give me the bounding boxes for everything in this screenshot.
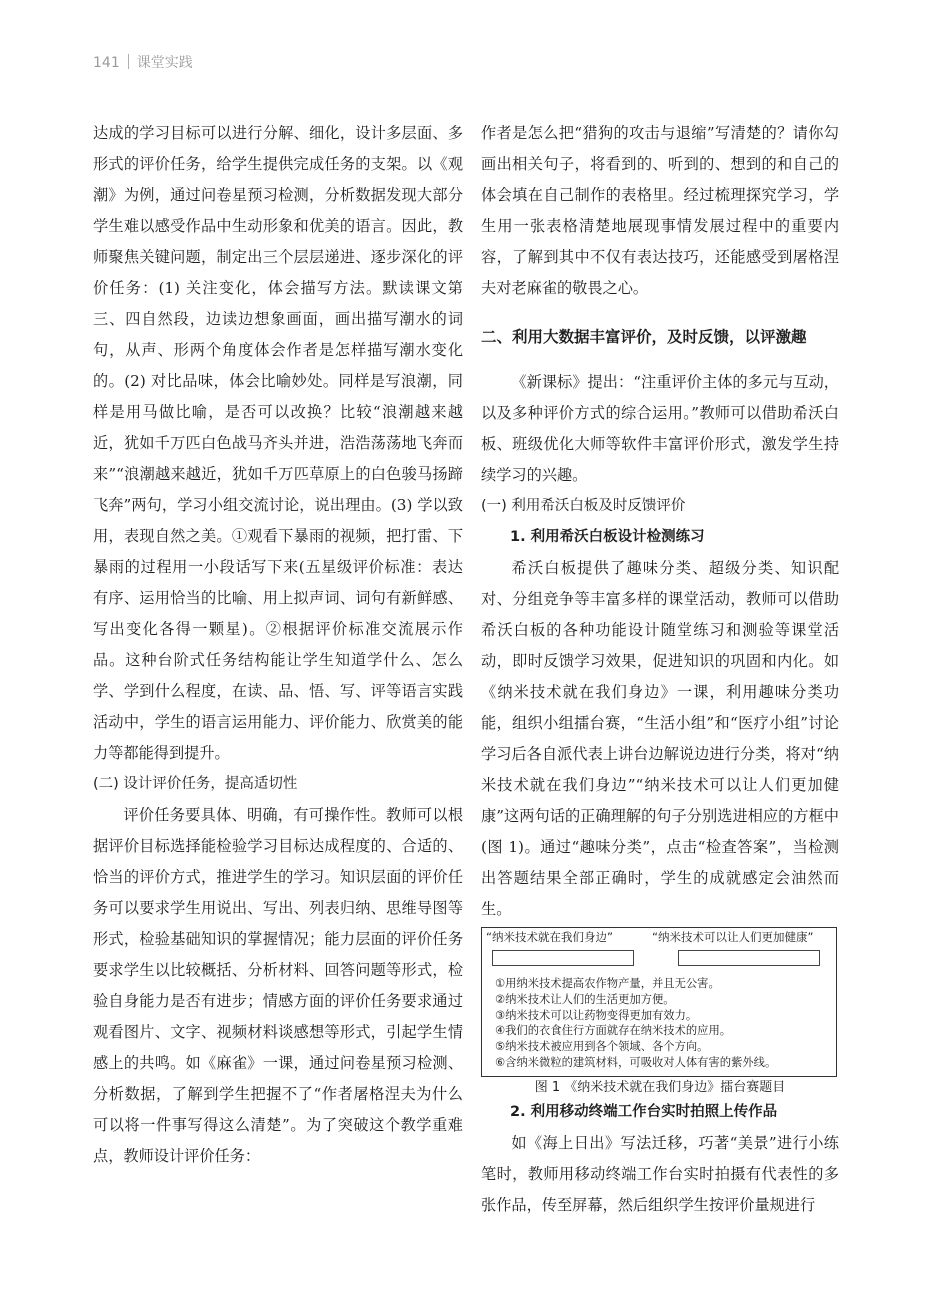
subsubsection-heading-2: 2. 利用移动终端工作台实时拍照上传作品	[510, 1104, 778, 1120]
answer-box-left[interactable]	[492, 950, 634, 966]
figure-item: ④我们的衣食住行方面就存在纳米技术的应用。	[495, 1024, 732, 1038]
left-column	[93, 118, 463, 1172]
left-subheading: (二) 设计评价任务，提高适切性	[93, 776, 298, 792]
subsubsection-heading-1: 1. 利用希沃白板设计检测练习	[510, 529, 705, 545]
figure-item: ③纳米技术可以让药物变得更加有效力。	[495, 1008, 698, 1022]
figure-1	[481, 927, 837, 1077]
section-heading: 二、利用大数据丰富评价，及时反馈，以评激趣	[481, 328, 807, 346]
figure-label-right: “纳米技术可以让人们更加健康”	[652, 930, 814, 944]
left-paragraph-1: 达成的学习目标可以进行分解、细化，设计多层面、多形式的评价任务，给学生提供完成任务的支架。以《观潮》为例，通过问卷星预习检测，分析数据发现大部分学生难以感受作品中生动形象和优美的语言。因此，教师聚焦关键问题，制定出三个层层递进、逐步深化的评价任务：(1) 关注变化，体会描写方法。默读课文第三、四自然段，边读边想象画面，画出描写潮水的词句，从声、形两个角度体会作者是怎样描写潮水变化的。(2) 对比品味，体会比喻妙处。同样是写浪潮，同样是用马做比喻，是否可以改换？比较“浪潮越来越近，犹如千万匹白色战马齐头并进，浩浩荡荡地飞奔而来”“浪潮越来越近，犹如千万匹草原上的白色骏马扬蹄飞奔”两句，学习小组交流讨论，说出理由。(3) 学以致用，表现自然之美。①观看下暴雨的视频，把打雷、下暴雨的过程用一小段话写下来(五星级评价标准：表达有序、运用恰当的比喻、用上拟声词、词句有新鲜感、写出变化各得一颗星)。②根据评价标准交流展示作品。这种台阶式任务结构能让学生知道学什么、怎么学、学到什么程度，在读、品、悟、写、评等语言实践活动中，学生的语言运用能力、评价能力、欣赏美的能力等都能得到提升。	[93, 124, 463, 762]
figure-caption: 图 1 《纳米技术就在我们身边》擂台赛题目	[534, 1080, 786, 1095]
figure-item: ①用纳米技术提高农作物产量，并且无公害。	[495, 977, 720, 990]
running-header	[93, 52, 193, 72]
right-paragraph-3: 希沃白板提供了趣味分类、超级分类、知识配对、分组竞争等丰富多样的课堂活动，教师可以借助希沃白板的各种功能设计随堂练习和测验等课堂活动，即时反馈学习效果，促进知识的巩固和内化。如《纳米技术就在我们身边》一课，利用趣味分类功能，组织小组擂台赛，“生活小组”和“医疗小组”讨论学习后各自派代表上讲台边解说边进行分类，将对“纳米技术就在我们身边”“纳米技术可以让人们更加健康”这两句话的正确理解的句子分别选进相应的方框中(图 1)。通过“趣味分类”，点击“检查答案”，当检测出答题结果全部正确时，学生的成就感定会油然而生。	[481, 559, 839, 918]
right-column	[481, 118, 839, 1221]
figure-item-list	[495, 976, 776, 1071]
right-paragraph-2: 《新课标》提出：“注重评价主体的多元与互动，以及多种评价方式的综合运用。”教师可以借助希沃白板、班级优化大师等软件丰富评价形式，激发学生持续学习的兴趣。	[481, 373, 839, 484]
right-paragraph-4: 如《海上日出》写法迁移，巧著“美景”进行小练笔时，教师用移动终端工作台实时拍摄有代表性的多张作品，传至屏幕，然后组织学生按评价量规进行	[481, 1134, 839, 1214]
page-number: 141	[93, 55, 120, 71]
header-divider	[128, 54, 129, 69]
left-paragraph-2: 评价任务要具体、明确，有可操作性。教师可以根据评价目标选择能检验学习目标达成程度的、合适的、恰当的评价方式，推进学生的学习。知识层面的评价任务可以要求学生用说出、写出、列表归纳、思维导图等形式，检验基础知识的掌握情况；能力层面的评价任务要求学生以比较概括、分析材料、回答问题等形式，检验自身能力是否有进步；情感方面的评价任务要求通过观看图片、文字、视频材料谈感想等形式，引起学生情感上的共鸣。如《麻雀》一课，通过问卷星预习检测、分析数据，了解到学生把握不了“作者屠格涅夫为什么可以将一件事写得这么清楚”。为了突破这个教学重难点，教师设计评价任务：	[93, 806, 463, 1165]
section-title: 课堂实践	[136, 55, 193, 71]
figure-item: ⑥含纳米微粒的建筑材料，可吸收对人体有害的紫外线。	[495, 1055, 777, 1069]
figure-item: ②纳米技术让人们的生活更加方便。	[495, 992, 675, 1006]
subsection-heading: (一) 利用希沃白板及时反馈评价	[481, 498, 686, 514]
right-paragraph-1: 作者是怎么把“猎狗的攻击与退缩”写清楚的？请你勾画出相关句子，将看到的、听到的、想到的和自己的体会填在自己制作的表格里。经过梳理探究学习，学生用一张表格清楚地展现事情发展过程中的重要内容，了解到其中不仅有表达技巧，还能感受到屠格涅夫对老麻雀的敬畏之心。	[481, 124, 839, 297]
figure-item: ⑤纳米技术被应用到各个领域、各个方向。	[495, 1040, 709, 1054]
figure-label-left: “纳米技术就在我们身边”	[486, 930, 613, 944]
answer-box-right[interactable]	[678, 950, 820, 966]
